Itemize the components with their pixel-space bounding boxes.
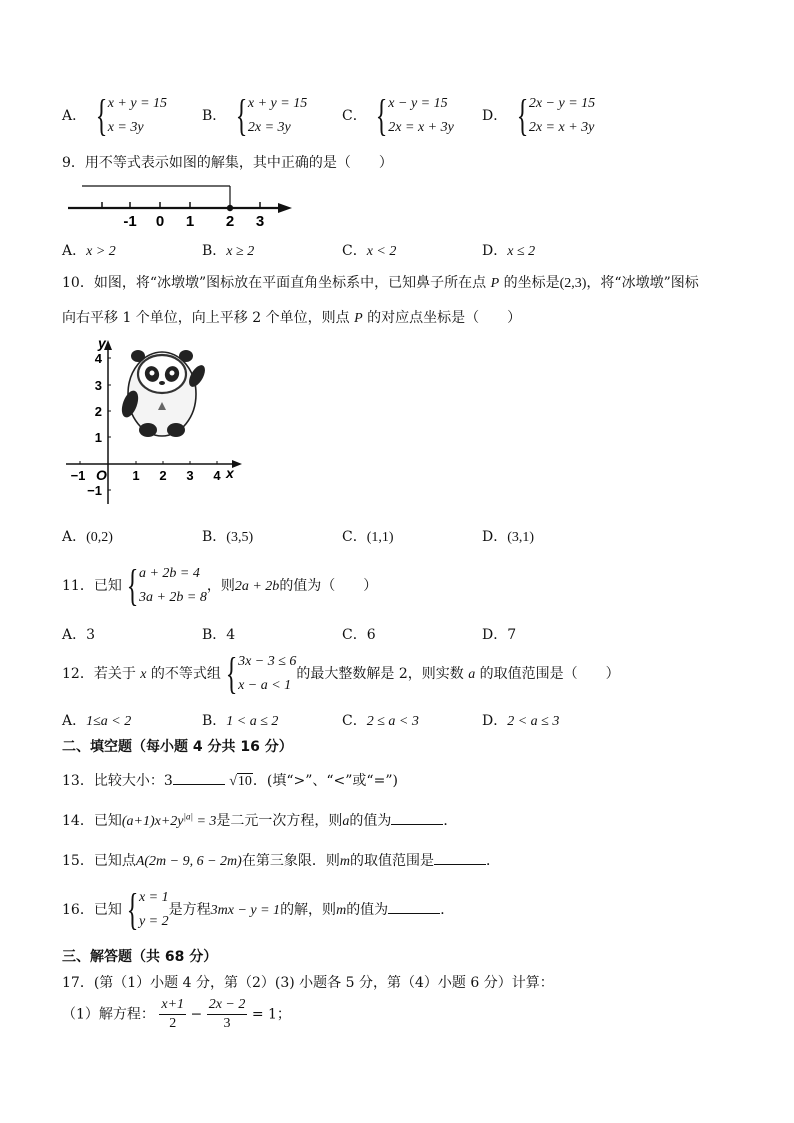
q10-option-c: C．(1,1) [342, 529, 394, 545]
q8-option-d: D． { 2x − y = 15 2x = x + 3y [482, 91, 596, 140]
section-2-title: 二、填空题（每小题 4 分共 16 分） [62, 739, 293, 755]
q14-answer-blank[interactable] [391, 810, 443, 825]
q9-option-c: C．x < 2 [342, 243, 397, 259]
q10-option-d: D．(3,1) [482, 529, 535, 545]
q11-option-c: C．6 [342, 627, 376, 643]
q11-option-d: D．7 [482, 627, 517, 643]
tick-label: 0 [155, 213, 165, 230]
q12-option-c: C．2 ≤ a < 3 [342, 713, 419, 729]
q11-option-b: B．4 [202, 627, 236, 643]
q13-stem: 13．比较大小：3 √10．(填“>”、“<”或“=”) [62, 770, 398, 790]
fraction: $\frac{x+1}{2}$ [161, 997, 185, 1031]
x-axis-label: x [226, 465, 234, 481]
q10-option-b: B．(3,5) [202, 529, 254, 545]
q12-option-d: D．2 < a ≤ 3 [482, 713, 560, 729]
q12-stem: 12．若关于 x 的不等式组 { 3x − 3 ≤ 6 x − a < 1 的最大整数解是 2，则实数 a 的取值范围是（ ） [62, 649, 620, 698]
q8-option-b: B． { x + y = 15 2x = 3y [202, 91, 308, 140]
q11-option-a: A．3 [62, 627, 96, 643]
sqrt-expression: √10 [229, 774, 252, 789]
x-tick-label: 3 [186, 468, 194, 483]
tick-label: -1 [123, 213, 137, 230]
axis-arrow-icon [278, 203, 292, 213]
q12-option-a: A．1≤a < 2 [62, 713, 132, 729]
q10-option-a: A．(0,2) [62, 529, 113, 545]
q9-option-a: A．x > 2 [62, 243, 116, 259]
x-tick-label: 2 [159, 468, 167, 483]
y-tick-label: 2 [94, 404, 102, 419]
x-tick-label: 1 [132, 468, 140, 483]
q10-coordinate-graph [62, 332, 252, 512]
q8-option-a: A． { x + y = 15 x = 3y [62, 91, 168, 140]
y-tick-label: 4 [94, 351, 102, 366]
origin-label: O [96, 467, 107, 483]
q11-stem: 11．已知 { a + 2b = 4 3a + 2b = 8 ，则2a + 2b的值为（ ） [62, 561, 378, 610]
q9-option-b: B．x ≥ 2 [202, 243, 255, 259]
panda-mascot-icon [119, 350, 209, 437]
y-tick-label: 1 [94, 430, 102, 445]
x-tick-label: −1 [70, 468, 86, 483]
q14-stem: 14．已知$(a+1)x+2y^{|a|} = 3$是二元一次方程，则a的值为 ． [62, 811, 458, 829]
q12-option-b: B．1 < a ≤ 2 [202, 713, 279, 729]
q17-stem: 17．(第（1）小题 4 分，第（2）(3) 小题各 5 分，第（4）小题 6 分）计算： [62, 975, 554, 991]
tick-label: 3 [255, 213, 265, 230]
q10-stem-line1: 10．如图，将“冰墩墩”图标放在平面直角坐标系中，已知鼻子所在点 P 的坐标是(2,3)，将“冰墩墩”图标 [62, 275, 699, 291]
q13-answer-blank[interactable] [173, 770, 225, 785]
q10-stem-line2: 向右平移 1 个单位，向上平移 2 个单位，则点 P 的对应点坐标是（ ） [62, 310, 522, 326]
solid-point [227, 205, 233, 211]
q17-part1: （1）解方程： $\frac{x+1}{2}$ − $\frac{2x - 2}{3}$ = 1； [62, 997, 291, 1031]
q9-stem: 9．用不等式表示如图的解集，其中正确的是（ ） [62, 155, 393, 171]
y-axis-label: y [98, 335, 106, 351]
fraction: $\frac{2x - 2}{3}$ [208, 997, 246, 1031]
tick-label: 1 [185, 213, 195, 230]
q9-option-d: D．x ≤ 2 [482, 243, 536, 259]
x-tick-label: 4 [213, 468, 221, 483]
y-tick-label: −1 [87, 483, 102, 498]
y-tick-label: 3 [94, 378, 102, 393]
q16-answer-blank[interactable] [388, 899, 440, 914]
q8-option-c: C． { x − y = 15 2x = x + 3y [342, 91, 454, 140]
q15-stem: 15．已知点A(2m − 9, 6 − 2m)在第三象限．则m的取值范围是 ． [62, 850, 500, 870]
section-3-title: 三、解答题（共 68 分） [62, 949, 218, 965]
q15-answer-blank[interactable] [434, 850, 486, 865]
q16-stem: 16．已知 { x = 1 y = 2 是方程3mx − y = 1的解，则m的值为 ． [62, 885, 455, 934]
q9-number-line [62, 178, 302, 234]
tick-label: 2 [225, 213, 235, 230]
